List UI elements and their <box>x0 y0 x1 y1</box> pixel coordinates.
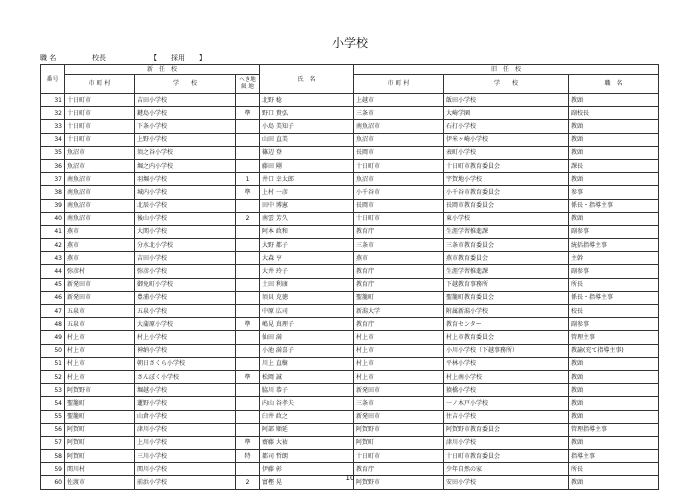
cell-old-school: 伊米ヶ崎小学校 <box>444 133 569 146</box>
cell-new-city: 燕市 <box>65 225 135 238</box>
table-row <box>41 318 659 331</box>
cell-old-school: 聖籠町教育委員会 <box>444 291 569 304</box>
cell-new-city: 聖籠町 <box>65 397 135 410</box>
cell-old-school: 阿賀野市教育委員会 <box>444 423 569 436</box>
cell-new-school: 下条小学校 <box>135 120 236 133</box>
cell-post: 課長 <box>569 159 659 172</box>
cell-post: 教頭 <box>569 384 659 397</box>
cell-name: 上村 一彦 <box>260 186 354 199</box>
table-row <box>41 186 659 199</box>
cell-number: 42 <box>41 239 65 252</box>
cell-number: 31 <box>41 94 65 107</box>
cell-old-school: 一ノ木戸小学校 <box>444 397 569 410</box>
table-row <box>41 120 659 133</box>
cell-new-city: 村上市 <box>65 331 135 344</box>
cell-name: 都司 哲朗 <box>260 450 354 463</box>
position-value: 校長 <box>92 54 106 62</box>
cell-new-city: 阿賀野市 <box>65 384 135 397</box>
table-row <box>41 212 659 225</box>
cell-new-school: 神納小学校 <box>135 344 236 357</box>
table-row <box>41 173 659 186</box>
cell-number: 60 <box>41 476 65 489</box>
cell-new-school: 蓮野小学校 <box>135 397 236 410</box>
cell-remote-grade: 準 <box>236 107 260 120</box>
cell-remote-grade <box>236 423 260 436</box>
cell-old-school: 表町小学校 <box>444 146 569 159</box>
cell-number: 55 <box>41 410 65 423</box>
cell-post: 教頭 <box>569 120 659 133</box>
cell-old-school: 宇賀地小学校 <box>444 173 569 186</box>
cell-new-city: 村上市 <box>65 370 135 383</box>
cell-post: 教頭 <box>569 397 659 410</box>
cell-post: 参事 <box>569 186 659 199</box>
table-row <box>41 94 659 107</box>
cell-old-city: 教育庁 <box>354 265 444 278</box>
cell-remote-grade: 2 <box>236 476 260 489</box>
cell-name: 仙田 満 <box>260 331 354 344</box>
cell-post: 副参事 <box>569 318 659 331</box>
cell-old-school: 三条市教育委員会 <box>444 239 569 252</box>
cell-number: 39 <box>41 199 65 212</box>
table-row <box>41 146 659 159</box>
cell-old-school: 村上市教育委員会 <box>444 331 569 344</box>
cell-name: 南雲 芳久 <box>260 212 354 225</box>
cell-new-school: 大関小学校 <box>135 225 236 238</box>
cell-number: 46 <box>41 291 65 304</box>
cell-new-school: 津川小学校 <box>135 423 236 436</box>
table-row <box>41 384 659 397</box>
cell-new-school: 吉田小学校 <box>135 252 236 265</box>
cell-new-school: 山倉小学校 <box>135 410 236 423</box>
cell-new-city: 南魚沼市 <box>65 186 135 199</box>
cell-remote-grade: 特 <box>236 450 260 463</box>
cell-name: 臼井 政之 <box>260 410 354 423</box>
cell-new-school: 分水北小学校 <box>135 239 236 252</box>
cell-name: 富樫 晃 <box>260 476 354 489</box>
cell-new-school: 須之谷小学校 <box>135 146 236 159</box>
cell-post: 所長 <box>569 278 659 291</box>
cell-post: 教頭 <box>569 212 659 225</box>
cell-number: 38 <box>41 186 65 199</box>
cell-old-school: 津川小学校 <box>444 436 569 449</box>
cell-post: 教頭 <box>569 94 659 107</box>
cell-name: 田中 博憲 <box>260 199 354 212</box>
cell-name: 中原 広司 <box>260 305 354 318</box>
cell-old-school: 下越教育事務所 <box>444 278 569 291</box>
cell-new-school: 五泉小学校 <box>135 305 236 318</box>
cell-old-city: 村上市 <box>354 370 444 383</box>
table-row <box>41 305 659 318</box>
cell-new-city: 佐渡市 <box>65 476 135 489</box>
cell-remote-grade <box>236 331 260 344</box>
cell-old-school: 石打小学校 <box>444 120 569 133</box>
cell-old-city: 上越市 <box>354 94 444 107</box>
cell-name: 内山 谷孝夫 <box>260 397 354 410</box>
header-remote-grade: へき地 級 地 <box>236 75 260 94</box>
cell-new-city: 十日町市 <box>65 94 135 107</box>
cell-post: 教頭 <box>569 357 659 370</box>
cell-old-city: 小千谷市 <box>354 186 444 199</box>
cell-new-school: 堀越小学校 <box>135 384 236 397</box>
cell-number: 50 <box>41 344 65 357</box>
cell-old-city: 新発田市 <box>354 384 444 397</box>
cell-old-city: 村上市 <box>354 344 444 357</box>
table-row <box>41 199 659 212</box>
cell-old-city: 燕市 <box>354 252 444 265</box>
cell-name: 須貝 克徳 <box>260 291 354 304</box>
cell-name: 小池 満喜子 <box>260 344 354 357</box>
cell-remote-grade <box>236 344 260 357</box>
header-name: 氏 名 <box>260 65 354 94</box>
cell-remote-grade <box>236 265 260 278</box>
cell-old-school: 少年自然の家 <box>444 463 569 476</box>
header-post: 職 名 <box>569 75 659 94</box>
table-row <box>41 436 659 449</box>
cell-new-city: 阿賀町 <box>65 436 135 449</box>
cell-new-school: 後山小学校 <box>135 212 236 225</box>
cell-post: 教頭 <box>569 410 659 423</box>
cell-name: 小島 美知子 <box>260 120 354 133</box>
cell-number: 37 <box>41 173 65 186</box>
cell-name: 脇川 恭子 <box>260 384 354 397</box>
position-info <box>40 53 206 63</box>
cell-new-school: 上川小学校 <box>135 436 236 449</box>
cell-post: 係長・指導主事 <box>569 199 659 212</box>
cell-number: 33 <box>41 120 65 133</box>
cell-old-school: 燕市教育委員会 <box>444 252 569 265</box>
table-row <box>41 370 659 383</box>
cell-post: 所長 <box>569 463 659 476</box>
cell-name: 阿本 政和 <box>260 225 354 238</box>
cell-remote-grade <box>236 225 260 238</box>
cell-new-city: 村上市 <box>65 357 135 370</box>
header-new-school: 新 任 校 <box>65 65 260 75</box>
table-row <box>41 278 659 291</box>
cell-remote-grade <box>236 133 260 146</box>
cell-new-school: 豊浦小学校 <box>135 291 236 304</box>
table-row <box>41 239 659 252</box>
cell-name: 藤田 剛 <box>260 159 354 172</box>
cell-old-school: 生涯学習推進課 <box>444 265 569 278</box>
cell-number: 35 <box>41 146 65 159</box>
table-row <box>41 291 659 304</box>
cell-old-city: 十日町市 <box>354 450 444 463</box>
cell-number: 32 <box>41 107 65 120</box>
cell-post: 係長・指導主事 <box>569 291 659 304</box>
cell-new-city: 弥彦村 <box>65 265 135 278</box>
cell-new-city: 十日町市 <box>65 107 135 120</box>
cell-new-city: 南魚沼市 <box>65 212 135 225</box>
cell-name: 大森 亨 <box>260 252 354 265</box>
cell-remote-grade: 2 <box>236 212 260 225</box>
cell-remote-grade: 1 <box>236 173 260 186</box>
header-old-school-name: 学 校 <box>444 75 569 94</box>
cell-old-school: 平林小学校 <box>444 357 569 370</box>
cell-new-city: 五泉市 <box>65 305 135 318</box>
cell-number: 47 <box>41 305 65 318</box>
table-row <box>41 410 659 423</box>
table-row <box>41 265 659 278</box>
bracket-open: 【 <box>150 54 157 62</box>
cell-name: 北野 稔 <box>260 94 354 107</box>
cell-number: 36 <box>41 159 65 172</box>
cell-old-school: 十日町市教育委員会 <box>444 450 569 463</box>
cell-remote-grade: 準 <box>236 436 260 449</box>
cell-remote-grade: 準 <box>236 186 260 199</box>
cell-post: 指導主事 <box>569 450 659 463</box>
cell-new-school: 北辰小学校 <box>135 199 236 212</box>
cell-new-city: 十日町市 <box>65 120 135 133</box>
cell-remote-grade <box>236 252 260 265</box>
header-new-school-name: 学 校 <box>135 75 236 94</box>
cell-new-school: 鍵島小学校 <box>135 107 236 120</box>
cell-old-school: 東小学校 <box>444 212 569 225</box>
cell-post: 管理指導主事 <box>569 423 659 436</box>
cell-old-city: 阿賀野市 <box>354 423 444 436</box>
cell-old-city: 南魚沼市 <box>354 120 444 133</box>
cell-new-city: 聖籠町 <box>65 410 135 423</box>
cell-post: 教頭 <box>569 370 659 383</box>
cell-new-school: 前浜小学校 <box>135 476 236 489</box>
cell-remote-grade <box>236 410 260 423</box>
cell-number: 48 <box>41 318 65 331</box>
table-row <box>41 450 659 463</box>
cell-new-school: 御免町小学校 <box>135 278 236 291</box>
cell-old-school: 小千谷市教育委員会 <box>444 186 569 199</box>
cell-new-school: 村上小学校 <box>135 331 236 344</box>
page-number: 10 <box>345 474 355 482</box>
cell-old-school: 大崎学園 <box>444 107 569 120</box>
cell-number: 54 <box>41 397 65 410</box>
cell-old-city: 教育庁 <box>354 318 444 331</box>
cell-old-city: 村上市 <box>354 331 444 344</box>
cell-name: 土田 利康 <box>260 278 354 291</box>
table-row <box>41 344 659 357</box>
cell-number: 56 <box>41 423 65 436</box>
cell-old-city: 十日町市 <box>354 212 444 225</box>
cell-old-school: 住吉小学校 <box>444 410 569 423</box>
cell-name: 嶋見 真理子 <box>260 318 354 331</box>
cell-post: 統括指導主事 <box>569 239 659 252</box>
cell-new-city: 燕市 <box>65 252 135 265</box>
cell-new-city: 村上市 <box>65 344 135 357</box>
header-number: 番号 <box>41 65 65 94</box>
cell-new-school: 関川小学校 <box>135 463 236 476</box>
cell-old-city: 魚沼市 <box>354 133 444 146</box>
table-row <box>41 107 659 120</box>
cell-name: 大井 玲子 <box>260 265 354 278</box>
cell-number: 49 <box>41 331 65 344</box>
header-old-city: 市 町 村 <box>354 75 444 94</box>
cell-new-school: 上野小学校 <box>135 133 236 146</box>
cell-new-city: 魚沼市 <box>65 159 135 172</box>
cell-new-school: 堀之内小学校 <box>135 159 236 172</box>
cell-remote-grade <box>236 94 260 107</box>
cell-old-city: 長岡市 <box>354 199 444 212</box>
cell-name: 山田 直美 <box>260 133 354 146</box>
cell-name: 伊藤 彰 <box>260 463 354 476</box>
cell-name: 齋藤 大祐 <box>260 436 354 449</box>
cell-new-city: 関川村 <box>65 463 135 476</box>
cell-old-city: 教育庁 <box>354 225 444 238</box>
cell-old-school: 安田小学校 <box>444 476 569 489</box>
page-title: 小学校 <box>331 36 368 50</box>
cell-old-city: 聖籠町 <box>354 291 444 304</box>
cell-new-city: 南魚沼市 <box>65 173 135 186</box>
cell-remote-grade <box>236 291 260 304</box>
cell-remote-grade: 準 <box>236 318 260 331</box>
cell-old-school: 猿橋小学校 <box>444 384 569 397</box>
cell-number: 43 <box>41 252 65 265</box>
cell-new-city: 十日町市 <box>65 133 135 146</box>
cell-old-city: 三条市 <box>354 107 444 120</box>
cell-post: 教頭 <box>569 476 659 489</box>
cell-remote-grade <box>236 357 260 370</box>
cell-number: 44 <box>41 265 65 278</box>
cell-new-school: 弥彦小学校 <box>135 265 236 278</box>
cell-post: 校長 <box>569 305 659 318</box>
table-row <box>41 331 659 344</box>
cell-name: 大野 都子 <box>260 239 354 252</box>
cell-post: 教頭 <box>569 173 659 186</box>
cell-new-city: 阿賀町 <box>65 423 135 436</box>
cell-new-city: 燕市 <box>65 239 135 252</box>
personnel-table <box>40 64 659 490</box>
cell-remote-grade <box>236 199 260 212</box>
header-old-school: 旧 任 校 <box>354 65 659 75</box>
cell-post: 副参事 <box>569 265 659 278</box>
cell-new-city: 魚沼市 <box>65 146 135 159</box>
cell-old-school: 小川小学校（下越事務所） <box>444 344 569 357</box>
cell-old-city: 三条市 <box>354 239 444 252</box>
cell-name: 松岡 誠 <box>260 370 354 383</box>
cell-new-city: 南魚沼市 <box>65 199 135 212</box>
table-row <box>41 133 659 146</box>
cell-old-school: 生涯学習推進課 <box>444 225 569 238</box>
cell-name: 阿部 順延 <box>260 423 354 436</box>
table-row <box>41 159 659 172</box>
cell-new-school: 羽堀小学校 <box>135 173 236 186</box>
cell-old-school: 飯田小学校 <box>444 94 569 107</box>
cell-old-city: 魚沼市 <box>354 173 444 186</box>
table-row <box>41 252 659 265</box>
cell-remote-grade <box>236 278 260 291</box>
cell-old-city: 阿賀町 <box>354 436 444 449</box>
cell-old-city: 村上市 <box>354 357 444 370</box>
cell-old-school: 十日町市教育委員会 <box>444 159 569 172</box>
cell-new-city: 阿賀町 <box>65 450 135 463</box>
cell-new-school: 大蒲原小学校 <box>135 318 236 331</box>
cell-name: 川上 直樹 <box>260 357 354 370</box>
cell-number: 45 <box>41 278 65 291</box>
cell-old-school: 村上南小学校 <box>444 370 569 383</box>
cell-new-school: 吉田小学校 <box>135 94 236 107</box>
cell-number: 40 <box>41 212 65 225</box>
table-row <box>41 423 659 436</box>
cell-post: 副校長 <box>569 107 659 120</box>
cell-post: 教頭 <box>569 146 659 159</box>
cell-new-school: さんぽく小学校 <box>135 370 236 383</box>
cell-old-city: 三条市 <box>354 397 444 410</box>
cell-number: 34 <box>41 133 65 146</box>
cell-new-city: 新発田市 <box>65 291 135 304</box>
bracket-close: 】 <box>199 54 206 62</box>
position-label: 職 名 <box>40 54 57 62</box>
cell-name: 井口 幸太郎 <box>260 173 354 186</box>
cell-remote-grade <box>236 305 260 318</box>
cell-post: 教頭 <box>569 436 659 449</box>
cell-post: 主幹 <box>569 252 659 265</box>
cell-old-city: 新潟大学 <box>354 305 444 318</box>
cell-old-school: 附属新潟小学校 <box>444 305 569 318</box>
cell-post: 副参事 <box>569 225 659 238</box>
cell-old-city: 阿賀野市 <box>354 476 444 489</box>
cell-post: 管理主事 <box>569 331 659 344</box>
cell-number: 58 <box>41 450 65 463</box>
cell-remote-grade <box>236 384 260 397</box>
cell-post: 教諭(充て指導主事) <box>569 344 659 357</box>
cell-old-school: 教育センター <box>444 318 569 331</box>
cell-old-city: 長岡市 <box>354 146 444 159</box>
header-new-city: 市 町 村 <box>65 75 135 94</box>
cell-new-city: 五泉市 <box>65 318 135 331</box>
cell-post: 教頭 <box>569 133 659 146</box>
cell-remote-grade <box>236 159 260 172</box>
table-body <box>41 94 659 490</box>
cell-number: 51 <box>41 357 65 370</box>
cell-old-city: 教育庁 <box>354 278 444 291</box>
cell-new-city: 新発田市 <box>65 278 135 291</box>
cell-remote-grade <box>236 120 260 133</box>
cell-name: 篠辺 登 <box>260 146 354 159</box>
cell-remote-grade <box>236 397 260 410</box>
cell-old-city: 十日町市 <box>354 159 444 172</box>
appointment-type: 採用 <box>171 54 185 62</box>
cell-name: 野口 貴弘 <box>260 107 354 120</box>
cell-old-city: 教育庁 <box>354 463 444 476</box>
cell-remote-grade <box>236 146 260 159</box>
cell-number: 52 <box>41 370 65 383</box>
table-row <box>41 397 659 410</box>
cell-remote-grade <box>236 239 260 252</box>
cell-remote-grade: 準 <box>236 370 260 383</box>
cell-old-city: 新発田市 <box>354 410 444 423</box>
table-row <box>41 357 659 370</box>
cell-new-school: 城内小学校 <box>135 186 236 199</box>
cell-number: 53 <box>41 384 65 397</box>
cell-new-school: 三川小学校 <box>135 450 236 463</box>
cell-new-school: 朝日さくら小学校 <box>135 357 236 370</box>
cell-old-school: 長岡市教育委員会 <box>444 199 569 212</box>
cell-number: 57 <box>41 436 65 449</box>
cell-number: 59 <box>41 463 65 476</box>
table-row <box>41 225 659 238</box>
cell-number: 41 <box>41 225 65 238</box>
